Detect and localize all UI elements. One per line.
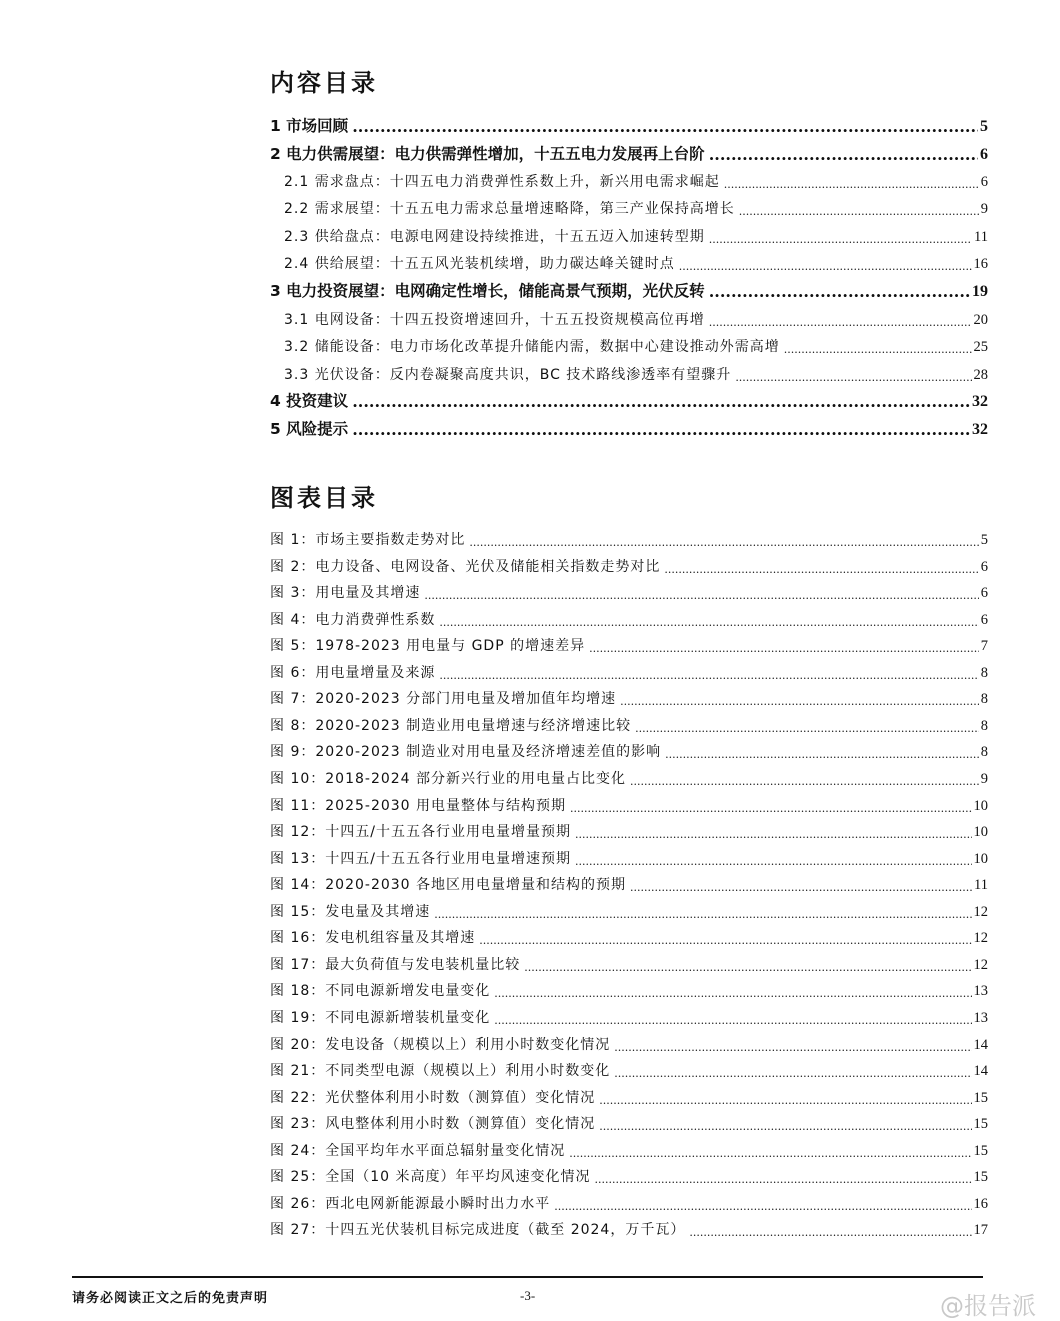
- figure-entry[interactable]: [270, 1005, 988, 1027]
- figure-entry-label: 图 5：1978-2023 用电量与 GDP 的增速差异: [270, 638, 586, 655]
- leader-dots: [709, 316, 972, 329]
- leader-dots: [630, 775, 979, 788]
- figure-entry-label: 图 10：2018-2024 部分新兴行业的用电量占比变化: [270, 771, 627, 787]
- figure-entry-page: 6: [980, 585, 988, 602]
- figure-entry[interactable]: [270, 1138, 988, 1160]
- watermark: @报告派: [940, 1292, 1036, 1320]
- figure-entry[interactable]: [270, 686, 988, 708]
- figure-entry-label: 图 16：发电机组容量及其增速: [270, 930, 476, 947]
- leader-dots: [635, 722, 979, 735]
- leader-dots: [352, 117, 978, 136]
- leader-dots: [599, 1120, 971, 1133]
- leader-dots: [479, 934, 971, 947]
- figure-entry[interactable]: [270, 1217, 988, 1239]
- leader-dots: [709, 233, 972, 246]
- leader-dots: [439, 616, 978, 629]
- figure-entry-page: 15: [973, 1142, 988, 1159]
- figure-entry-label: 图 18：不同电源新增发电量变化: [270, 983, 491, 1000]
- figure-entry[interactable]: [270, 872, 988, 894]
- leader-dots: [575, 828, 972, 841]
- figure-entry-page: 10: [973, 797, 988, 814]
- toc-entry-page: 28: [973, 367, 988, 383]
- toc-entry[interactable]: [270, 114, 988, 136]
- figure-entry-label: 图 27：十四五光伏装机目标完成进度（截至 2024，万千瓦）: [270, 1222, 686, 1239]
- leader-dots: [630, 881, 972, 894]
- leader-dots: [735, 371, 971, 384]
- figure-entry[interactable]: [270, 978, 988, 1000]
- toc-entry[interactable]: [284, 334, 988, 356]
- figure-entry-label: 图 15：发电量及其增速: [270, 903, 431, 920]
- figure-entry[interactable]: [270, 952, 988, 974]
- figure-entry[interactable]: [270, 1111, 988, 1133]
- toc-entry-page: 25: [973, 339, 988, 355]
- toc-entry[interactable]: [284, 307, 988, 329]
- toc-entry-label: 5 风险提示: [270, 420, 349, 438]
- figure-entry-label: 图 21：不同类型电源（规模以上）利用小时数变化: [270, 1063, 611, 1079]
- leader-dots: [439, 669, 978, 682]
- footer-disclaimer: 请务必阅读正文之后的免责声明: [72, 1291, 269, 1306]
- figure-entry[interactable]: [270, 899, 988, 921]
- figure-entry-page: 8: [980, 691, 988, 708]
- figure-entry-label: 图 14：2020-2030 各地区用电量增量和结构的预期: [270, 877, 627, 894]
- toc-entry-page: 9: [980, 201, 988, 217]
- figure-entry-page: 6: [980, 611, 988, 628]
- figure-entry[interactable]: [270, 793, 988, 815]
- contents-title: 内容目录: [270, 69, 378, 97]
- toc-entry[interactable]: [270, 142, 988, 164]
- figure-entry-page: 6: [980, 558, 988, 575]
- leader-dots: [595, 1173, 972, 1186]
- toc-entry-page: 16: [973, 256, 988, 272]
- leader-dots: [664, 563, 978, 576]
- figure-entry-label: 图 25：全国（10 米高度）年平均风速变化情况: [270, 1169, 591, 1186]
- figure-entry-label: 图 6：用电量增量及来源: [270, 664, 436, 681]
- leader-dots: [434, 908, 971, 921]
- toc-entry-label: 2.1 需求盘点：十四五电力消费弹性系数上升，新兴用电需求崛起: [284, 174, 720, 190]
- toc-entry-label: 3.1 电网设备：十四五投资增速回升，十五五投资规模高位再增: [284, 312, 705, 328]
- figure-entry[interactable]: [270, 1085, 988, 1107]
- leader-dots: [352, 392, 970, 411]
- leader-dots: [494, 987, 971, 1000]
- toc-entry-label: 2.4 供给展望：十五五风光装机续增，助力碳达峰关键时点: [284, 256, 675, 272]
- figure-entry-page: 16: [973, 1195, 988, 1212]
- toc-entry-label: 2 电力供需展望：电力供需弹性增加，十五五电力发展再上台阶: [270, 145, 705, 163]
- leader-dots: [469, 536, 978, 549]
- leader-dots: [494, 1014, 971, 1027]
- toc-entry-label: 2.2 需求展望：十五五电力需求总量增速略降，第三产业保持高增长: [284, 201, 735, 217]
- toc-entry[interactable]: [284, 196, 988, 218]
- toc-entry-page: 6: [980, 146, 988, 163]
- figure-entry[interactable]: [270, 607, 988, 629]
- toc-entry-label: 2.3 供给盘点：电源电网建设持续推进，十五五迈入加速转型期: [284, 229, 705, 245]
- leader-dots: [679, 260, 972, 273]
- figure-entry-page: 8: [980, 717, 988, 734]
- figure-entry-page: 12: [973, 930, 988, 947]
- figure-entry-label: 图 20：发电设备（规模以上）利用小时数变化情况: [270, 1036, 611, 1053]
- leader-dots: [575, 855, 972, 868]
- figure-entry[interactable]: [270, 633, 988, 655]
- footer-divider: [72, 1276, 983, 1278]
- figure-entry-label: 图 11：2025-2030 用电量整体与结构预期: [270, 797, 567, 814]
- leader-dots: [709, 282, 970, 301]
- toc-entry[interactable]: [270, 417, 988, 439]
- figure-entry-label: 图 12：十四五/十五五各行业用电量增量预期: [270, 824, 571, 840]
- figure-entry-page: 15: [973, 1089, 988, 1106]
- figure-entry-label: 图 3：用电量及其增速: [270, 585, 421, 602]
- figure-entry-page: 10: [973, 824, 988, 840]
- toc-entry-label: 3 电力投资展望：电网确定性增长，储能高景气预期，光伏反转: [270, 282, 705, 300]
- figure-entry-label: 图 7：2020-2023 分部门用电量及增加值年均增速: [270, 691, 617, 708]
- figure-entry-label: 图 26：西北电网新能源最小瞬时出力水平: [270, 1195, 551, 1212]
- figure-entry-label: 图 24：全国平均年水平面总辐射量变化情况: [270, 1142, 566, 1159]
- toc-entry-label: 3.2 储能设备：电力市场化改革提升储能内需，数据中心建设推动外需高增: [284, 339, 780, 355]
- figure-entry-page: 12: [973, 956, 988, 973]
- figure-entry-page: 8: [980, 664, 988, 681]
- toc-entry[interactable]: [270, 389, 988, 411]
- figure-entry-page: 9: [980, 771, 988, 787]
- figure-entry[interactable]: [270, 1191, 988, 1213]
- figure-entry[interactable]: [270, 713, 988, 735]
- figure-entry-label: 图 2：电力设备、电网设备、光伏及储能相关指数走势对比: [270, 558, 661, 575]
- figure-entry-label: 图 9：2020-2023 制造业对用电量及经济增速差值的影响: [270, 744, 662, 761]
- leader-dots: [570, 802, 971, 815]
- figure-entry-page: 12: [973, 903, 988, 920]
- leader-dots: [709, 145, 978, 164]
- figure-entry[interactable]: [270, 527, 988, 549]
- figure-entry-label: 图 8：2020-2023 制造业用电量增速与经济增速比较: [270, 717, 632, 734]
- leader-dots: [569, 1147, 971, 1160]
- figure-entry-page: 15: [973, 1169, 988, 1186]
- figure-entry-page: 8: [980, 744, 988, 761]
- leader-dots: [614, 1041, 971, 1054]
- leader-dots: [352, 420, 970, 439]
- toc-entry-page: 11: [974, 229, 988, 245]
- figure-entry-page: 10: [973, 850, 988, 867]
- figure-entry-page: 17: [973, 1222, 988, 1239]
- figure-entry-label: 图 23：风电整体利用小时数（测算值）变化情况: [270, 1116, 596, 1133]
- toc-entry-page: 20: [973, 312, 988, 328]
- figure-entry-label: 图 19：不同电源新增装机量变化: [270, 1009, 491, 1026]
- toc-entry-label: 1 市场回顾: [270, 117, 349, 135]
- leader-dots: [614, 1067, 971, 1080]
- toc-entry[interactable]: [284, 362, 988, 384]
- toc-entry-page: 5: [980, 118, 988, 135]
- figure-entry-label: 图 1：市场主要指数走势对比: [270, 532, 466, 548]
- figure-entry-label: 图 17：最大负荷值与发电装机量比较: [270, 956, 521, 973]
- toc-entry-page: 19: [972, 283, 988, 300]
- leader-dots: [589, 642, 979, 655]
- toc-entry-page: 32: [972, 393, 988, 410]
- leader-dots: [739, 205, 979, 218]
- leader-dots: [599, 1094, 971, 1107]
- figure-entry[interactable]: [270, 1032, 988, 1054]
- footer-page-number: -3-: [520, 1288, 536, 1303]
- toc-entry-page: 6: [980, 174, 988, 190]
- figure-entry-label: 图 4：电力消费弹性系数: [270, 611, 436, 628]
- figure-entry[interactable]: [270, 554, 988, 576]
- figure-entry[interactable]: [270, 925, 988, 947]
- toc-entry-page: 32: [972, 421, 988, 438]
- figure-entry[interactable]: [270, 580, 988, 602]
- figure-entry-label: 图 13：十四五/十五五各行业用电量增速预期: [270, 850, 571, 867]
- toc-entry[interactable]: [270, 279, 988, 301]
- figure-entry[interactable]: [270, 819, 988, 841]
- leader-dots: [620, 695, 979, 708]
- figure-entry[interactable]: [270, 1164, 988, 1186]
- figure-entry[interactable]: [270, 766, 988, 788]
- figure-entry-page: 13: [973, 983, 988, 1000]
- toc-entry-label: 3.3 光伏设备：反内卷凝聚高度共识，BC 技术路线渗透率有望骤升: [284, 367, 732, 383]
- toc-entry[interactable]: [284, 224, 988, 246]
- leader-dots: [554, 1200, 971, 1213]
- toc-entry[interactable]: [284, 251, 988, 273]
- figure-entry-page: 14: [973, 1063, 988, 1079]
- toc-entry-label: 4 投资建议: [270, 392, 349, 410]
- figure-entry-page: 14: [973, 1036, 988, 1053]
- leader-dots: [665, 748, 979, 761]
- figure-entry-page: 7: [980, 638, 988, 655]
- figure-entry[interactable]: [270, 739, 988, 761]
- toc-entry[interactable]: [284, 169, 988, 191]
- figure-entry-page: 15: [973, 1116, 988, 1133]
- figure-entry[interactable]: [270, 846, 988, 868]
- figure-entry-page: 5: [980, 532, 988, 548]
- figure-entry[interactable]: [270, 1058, 988, 1080]
- figures-title: 图表目录: [270, 484, 378, 512]
- figure-entry[interactable]: [270, 660, 988, 682]
- figure-entry-label: 图 22：光伏整体利用小时数（测算值）变化情况: [270, 1089, 596, 1106]
- leader-dots: [424, 589, 978, 602]
- leader-dots: [689, 1226, 971, 1239]
- leader-dots: [524, 961, 971, 974]
- leader-dots: [784, 343, 972, 356]
- figure-entry-page: 13: [973, 1009, 988, 1026]
- figure-entry-page: 11: [974, 877, 988, 894]
- leader-dots: [724, 178, 979, 191]
